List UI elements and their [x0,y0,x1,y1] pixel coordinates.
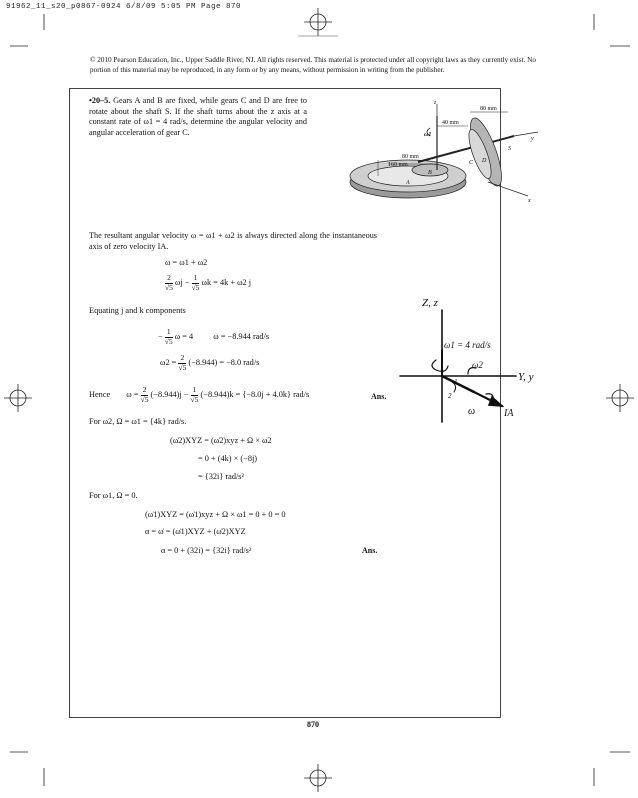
problem-number: •20–5. [89,96,111,105]
equation-6: = 0 + (4k) × (−8j) [198,454,258,463]
fig-label-40mm: 40 mm [442,120,459,126]
eq4-post: (−8.944) = −8.0 rad/s [188,357,260,367]
sketch-w2-label: ω2 [472,360,483,370]
equating-text: Equating j and k components [89,306,186,315]
hence-den1: √5 [140,394,149,404]
sketch-rotation-arrow [432,360,448,371]
equation-4 [160,354,259,372]
eq2-term1: ωj − [174,277,190,287]
hence-den2: √5 [190,394,199,404]
eq2-num2: 1 [192,274,200,284]
fig-label-c: C [469,160,474,166]
equation-10: α = 0 + (32i) = {32i} rad/s² [161,546,252,555]
sketch-y-label: Y, y [518,371,534,383]
for-omega2-text: For ω2, Ω = ω1 = {4k} rad/s. [89,417,187,426]
solution-intro: The resultant angular velocity ω = ω1 + ω2 is always directed along the instantaneous axis of zero velocity IA. [89,231,377,251]
sketch-z-label: Z, z [422,297,438,309]
eq2-term2: ωk = 4k + ω2 j [201,277,252,287]
fig-label-80mm: 80 mm [402,154,419,160]
vector-sketch [392,290,552,440]
eq4-den: √5 [178,362,187,372]
fig-label-80mm-top: 80 mm [480,106,497,112]
equation-2 [165,274,251,292]
problem-text: Gears A and B are fixed, while gears C and D are free to rotate about the shaft S. If the shaft turns about the z axis at a constant rate of ω1 = 4 rad/s, determine the angular velocity and angular acceleration of gear C. [89,96,307,137]
fig-label-b: B [428,170,432,176]
sketch-two-label: 2 [448,392,452,400]
hence-equation [89,386,309,404]
x-axis [488,182,528,196]
hence-term2: (−8.944)k = {−8.0j + 4.0k} rad/s [200,389,310,399]
eq4-pre: ω2 = [160,357,177,367]
fig-label-160mm: 160 mm [388,162,408,168]
sketch-one-label: 1 [454,378,458,386]
hence-num2: 1 [191,386,199,396]
fig-label-y: y [531,136,534,142]
hence-term1: (−8.944)j − [150,389,189,399]
answer-label-1: Ans. [371,392,387,401]
hence-label: Hence [89,389,111,399]
fig-label-d: D [482,158,487,164]
fig-label-z: z [434,100,437,106]
y-axis [514,132,538,136]
equation-5: (ω̇2)XYZ = (ω̇2)xyz + Ω × ω2 [170,436,272,445]
eq4-num: 2 [178,354,186,364]
sketch-w-label: ω [468,406,476,417]
fig-label-x: x [528,198,531,204]
page-header: 91962_11_s20_p0867-0924 6/8/09 5:05 PM Page 870 [6,3,242,11]
for-omega1-text: For ω1, Ω = 0. [89,491,138,500]
eq2-den1: √5 [165,282,173,292]
equation-3 [158,328,269,346]
eq3-result: ω = −8.944 rad/s [213,331,270,341]
equation-7: = {32i} rad/s² [198,472,245,481]
eq3-post: ω = 4 [174,331,194,341]
eq3-num: 1 [165,328,173,338]
gear-figure [338,96,538,208]
fig-label-s: S [508,146,511,152]
page-number: 870 [307,720,319,729]
shaft-s [418,136,514,162]
hence-num1: 2 [141,386,149,396]
eq3-pre: − [158,331,163,341]
equation-8: (ω̇1)XYZ = (ω̇1)xyz + Ω × ω1 = 0 + 0 = 0 [145,510,286,519]
sketch-ia-label: IA [504,408,514,419]
fig-label-omega1: ω1 [424,132,432,138]
hence-pre: ω = [126,389,139,399]
eq3-den: √5 [164,336,173,346]
eq2-den2: √5 [191,282,200,292]
answer-label-2: Ans. [362,546,378,555]
eq2-num1: 2 [165,274,173,284]
equation-1: ω = ω1 + ω2 [165,258,208,267]
equation-9: α = ω̇ = (ω̇1)XYZ + (ω̇2)XYZ [145,527,246,536]
sketch-w1-label: ω1 = 4 rad/s [444,340,491,350]
fig-label-a: A [406,180,410,186]
problem-statement [89,96,307,138]
copyright-notice: © 2010 Pearson Education, Inc., Upper Saddle River, NJ. All rights reserved. This material is protected under all copyright laws as they currently exist. No portion of this material may be reproduced, in any form or by any means, without permission in writing from the publisher. [90,56,536,74]
